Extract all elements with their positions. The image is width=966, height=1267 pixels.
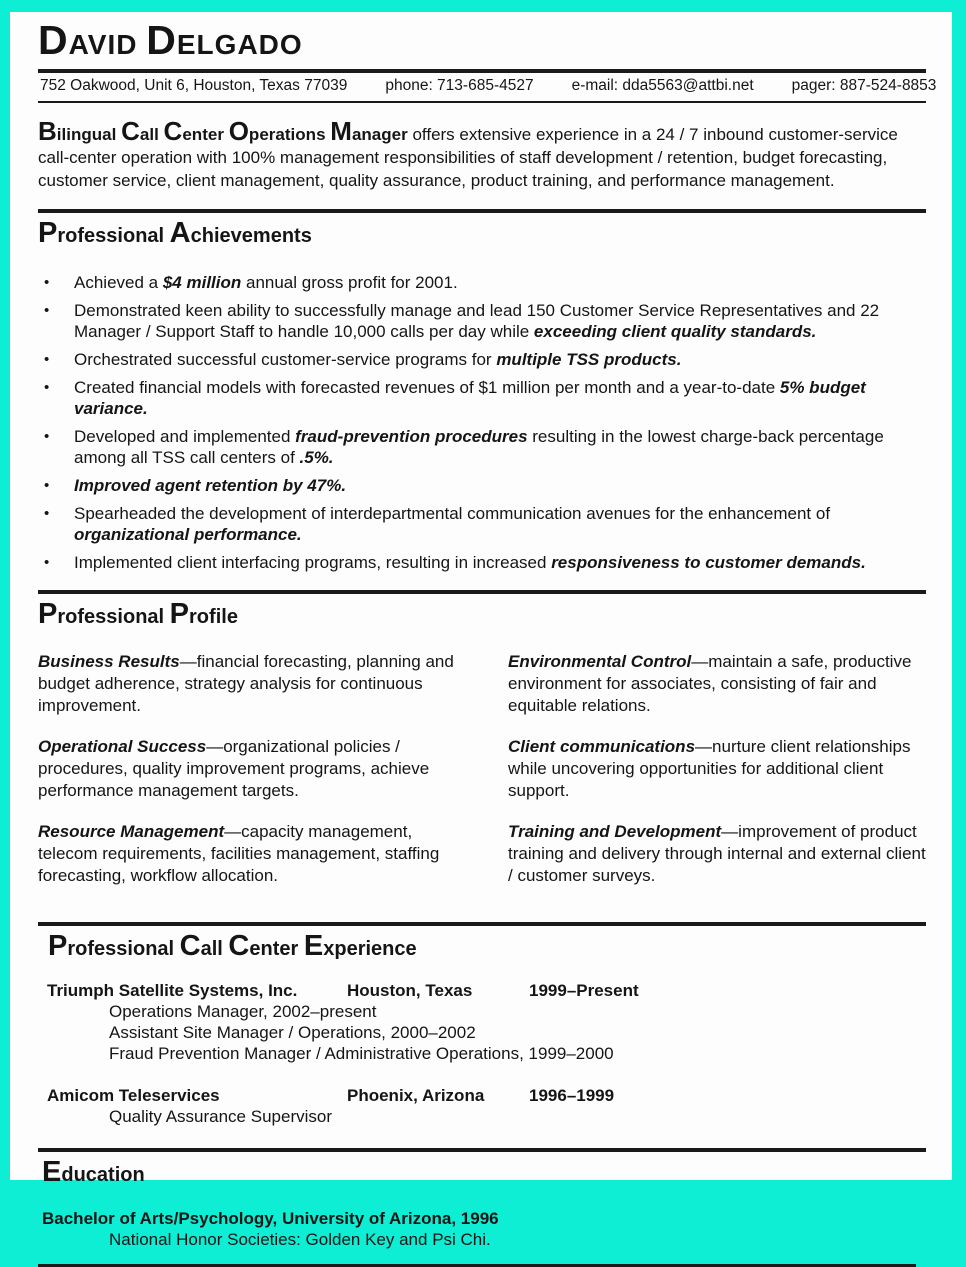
achievements-list xyxy=(38,272,926,573)
candidate-name: DAVID DELGADO xyxy=(38,17,303,63)
job-header xyxy=(38,980,926,1001)
job-positions xyxy=(38,1001,926,1064)
achievement-item xyxy=(38,552,926,573)
job-entry xyxy=(38,980,926,1064)
achievement-text: Created financial models with forecasted revenues of $1 million per month and a year-to-date 5% budget variance. xyxy=(74,378,866,418)
profile-item: Training and Development—improvement of product training and delivery through internal and external client / customer surveys. xyxy=(508,822,926,885)
bullet-icon: • xyxy=(44,274,50,291)
job-header xyxy=(38,1085,926,1106)
achievement-item xyxy=(38,300,926,342)
job-position: Assistant Site Manager / Operations, 2000–2002 xyxy=(109,1023,476,1042)
achievement-text: Improved agent retention by 47%. xyxy=(74,476,347,495)
bullet-icon: • xyxy=(44,505,50,522)
education-heading: Education xyxy=(42,1156,145,1188)
job-company: Triumph Satellite Systems, Inc. xyxy=(47,981,298,1000)
bullet-icon: • xyxy=(44,428,50,445)
bullet-icon: • xyxy=(44,351,50,368)
summary-body: offers extensive experience in a 24 / 7 inbound customer-service call-center operation with 100% management responsibilities of staff development / retention, budget forecasting, customer service, client management, quality assurance, product training, and performance management. xyxy=(38,125,898,190)
profile-column-left xyxy=(38,651,470,906)
section-divider-experience xyxy=(38,922,926,926)
experience-list xyxy=(38,980,926,1127)
job-location: Houston, Texas xyxy=(347,981,473,1000)
achievement-text: Demonstrated keen ability to successfully manage and lead 150 Customer Service Representatives and 22 Manager / Support Staff to handle 10,000 calls per day while exceeding client quality standards. xyxy=(74,301,880,341)
profile-item: Client communications—nurture client relationships while uncovering opportunities for additional client support. xyxy=(508,737,911,800)
achievement-text: Developed and implemented fraud-prevention procedures resulting in the lowest charge-back percentage among all TSS call centers of .5%. xyxy=(74,427,884,467)
education-honors: National Honor Societies: Golden Key and Psi Chi. xyxy=(109,1230,491,1249)
achievement-item xyxy=(38,426,926,468)
contact-email: e-mail: dda5563@attbi.net xyxy=(571,77,754,94)
header-divider-bottom xyxy=(38,101,926,103)
job-positions xyxy=(38,1106,926,1127)
job-position: Fraud Prevention Manager / Administrative Operations, 1999–2000 xyxy=(109,1044,614,1063)
job-dates: 1996–1999 xyxy=(529,1086,615,1105)
bullet-icon: • xyxy=(44,477,50,494)
achievement-text: Implemented client interfacing programs, resulting in increased responsiveness to customer demands. xyxy=(74,553,866,572)
job-position: Quality Assurance Supervisor xyxy=(109,1107,332,1126)
achievement-text: Achieved a $4 million annual gross profit for 2001. xyxy=(74,273,458,292)
education-degree: Bachelor of Arts/Psychology, University of Arizona, 1996 xyxy=(42,1209,499,1228)
achievement-item xyxy=(38,272,926,293)
contact-row xyxy=(38,73,937,98)
bullet-icon: • xyxy=(44,302,50,319)
experience-heading: Professional Call Center Experience xyxy=(48,930,417,962)
job-entry xyxy=(38,1085,926,1127)
contact-phone: phone: 713-685-4527 xyxy=(385,77,534,94)
profile-item: Business Results—financial forecasting, planning and budget adherence, strategy analysis for continuous improvement. xyxy=(38,652,454,715)
profile-grid xyxy=(38,651,926,906)
profile-item: Environmental Control—maintain a safe, productive environment for associates, consisting of fair and equitable relations. xyxy=(508,652,912,715)
job-location: Phoenix, Arizona xyxy=(347,1086,485,1105)
achievement-item xyxy=(38,377,926,419)
bullet-icon: • xyxy=(44,379,50,396)
achievement-text: Orchestrated successful customer-service programs for multiple TSS products. xyxy=(74,350,682,369)
contact-pager: pager: 887-524-8853 xyxy=(791,77,937,94)
summary-paragraph xyxy=(38,116,926,192)
summary-lead: Bilingual Call Center Operations Manager xyxy=(38,116,408,146)
section-divider-education xyxy=(38,1148,926,1152)
achievements-heading: Professional Achievements xyxy=(38,217,312,249)
profile-item: Operational Success—organizational policies / procedures, quality improvement programs, achieve performance management targets. xyxy=(38,737,430,800)
job-company: Amicom Teleservices xyxy=(47,1086,220,1105)
profile-column-right xyxy=(508,651,926,906)
profile-item: Resource Management—capacity management, telecom requirements, facilities management, staffing forecasting, workflow allocation. xyxy=(38,822,440,885)
section-divider-profile xyxy=(38,590,926,594)
achievement-item xyxy=(38,349,926,370)
bullet-icon: • xyxy=(44,554,50,571)
profile-heading: Professional Profile xyxy=(38,598,238,630)
contact-address: 752 Oakwood, Unit 6, Houston, Texas 77039 xyxy=(40,77,348,94)
job-position: Operations Manager, 2002–present xyxy=(109,1002,377,1021)
achievement-item xyxy=(38,475,926,496)
section-divider-achievements xyxy=(38,209,926,213)
achievement-text: Spearheaded the development of interdepartmental communication avenues for the enhancement of organizational performance. xyxy=(74,504,831,544)
achievement-item xyxy=(38,503,926,545)
resume-page xyxy=(10,12,952,1249)
header xyxy=(38,17,937,103)
job-dates: 1999–Present xyxy=(529,981,639,1000)
